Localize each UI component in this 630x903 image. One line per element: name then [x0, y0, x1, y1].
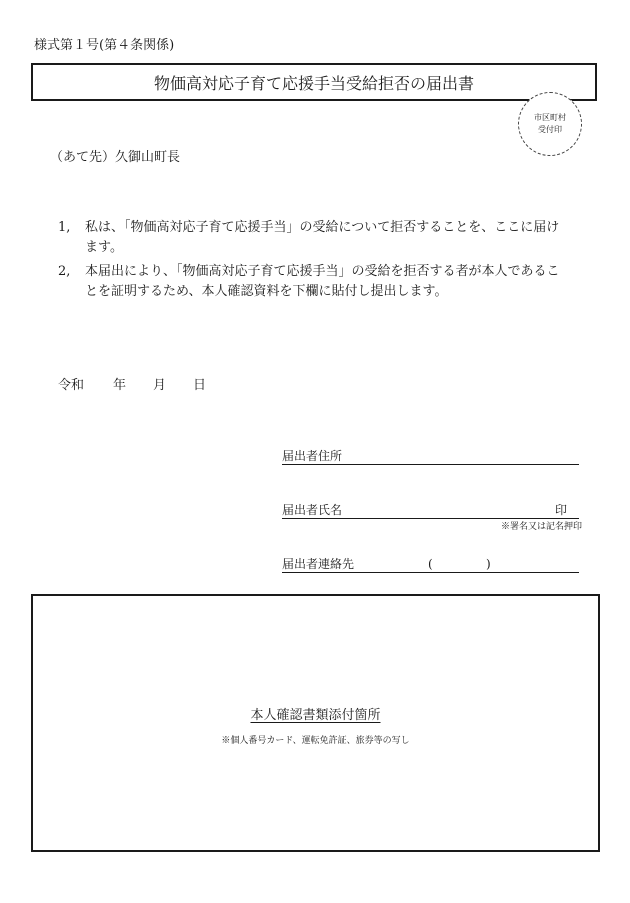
name-field[interactable] [282, 502, 579, 519]
id-area-note: ※個人番号カード、運転免許証、旅券等の写し [221, 736, 410, 746]
id-area-title: 本人確認書類添付箇所 [250, 708, 381, 723]
id-area-title-row [33, 704, 598, 723]
contact-label: 届出者連絡先 [282, 557, 355, 571]
reception-stamp-circle [518, 92, 582, 156]
seal-mark: 印 [554, 503, 567, 517]
clause-1 [58, 218, 578, 258]
clause-2 [58, 262, 578, 302]
date-month: 月 [153, 378, 167, 393]
document-title-box [31, 63, 597, 101]
addressee: （あて先）久御山町長 [50, 150, 181, 165]
date-year: 年 [113, 378, 127, 393]
form-number: 様式第１号(第４条関係) [34, 38, 175, 53]
stamp-text-line1: 市区町村 [534, 113, 566, 122]
date-era: 令和 [58, 378, 85, 393]
document-title: 物価高対応子育て応援手当受給拒否の届出書 [153, 73, 474, 93]
name-label: 届出者氏名 [282, 503, 343, 517]
stamp-text-line2: 受付印 [538, 125, 562, 134]
contact-paren-close: ) [486, 557, 491, 571]
address-field[interactable] [282, 448, 579, 465]
clause-text: 本届出により、「物価高対応子育て応援手当」の受給を拒否する者が本人であることを証明するため、本人確認資料を下欄に貼付し提出します。 [85, 264, 560, 299]
contact-field[interactable] [282, 556, 579, 573]
address-label: 届出者住所 [282, 449, 343, 463]
clause-number: 2, [58, 264, 71, 279]
clause-number: 1, [58, 220, 71, 235]
contact-paren-open: ( [428, 557, 433, 571]
date-day: 日 [193, 378, 207, 393]
id-document-attach-area[interactable] [31, 594, 600, 852]
clause-text: 私は、「物価高対応子育て応援手当」の受給について拒否することを、ここに届けます。 [85, 220, 560, 255]
signature-note: ※署名又は記名押印 [500, 522, 582, 532]
